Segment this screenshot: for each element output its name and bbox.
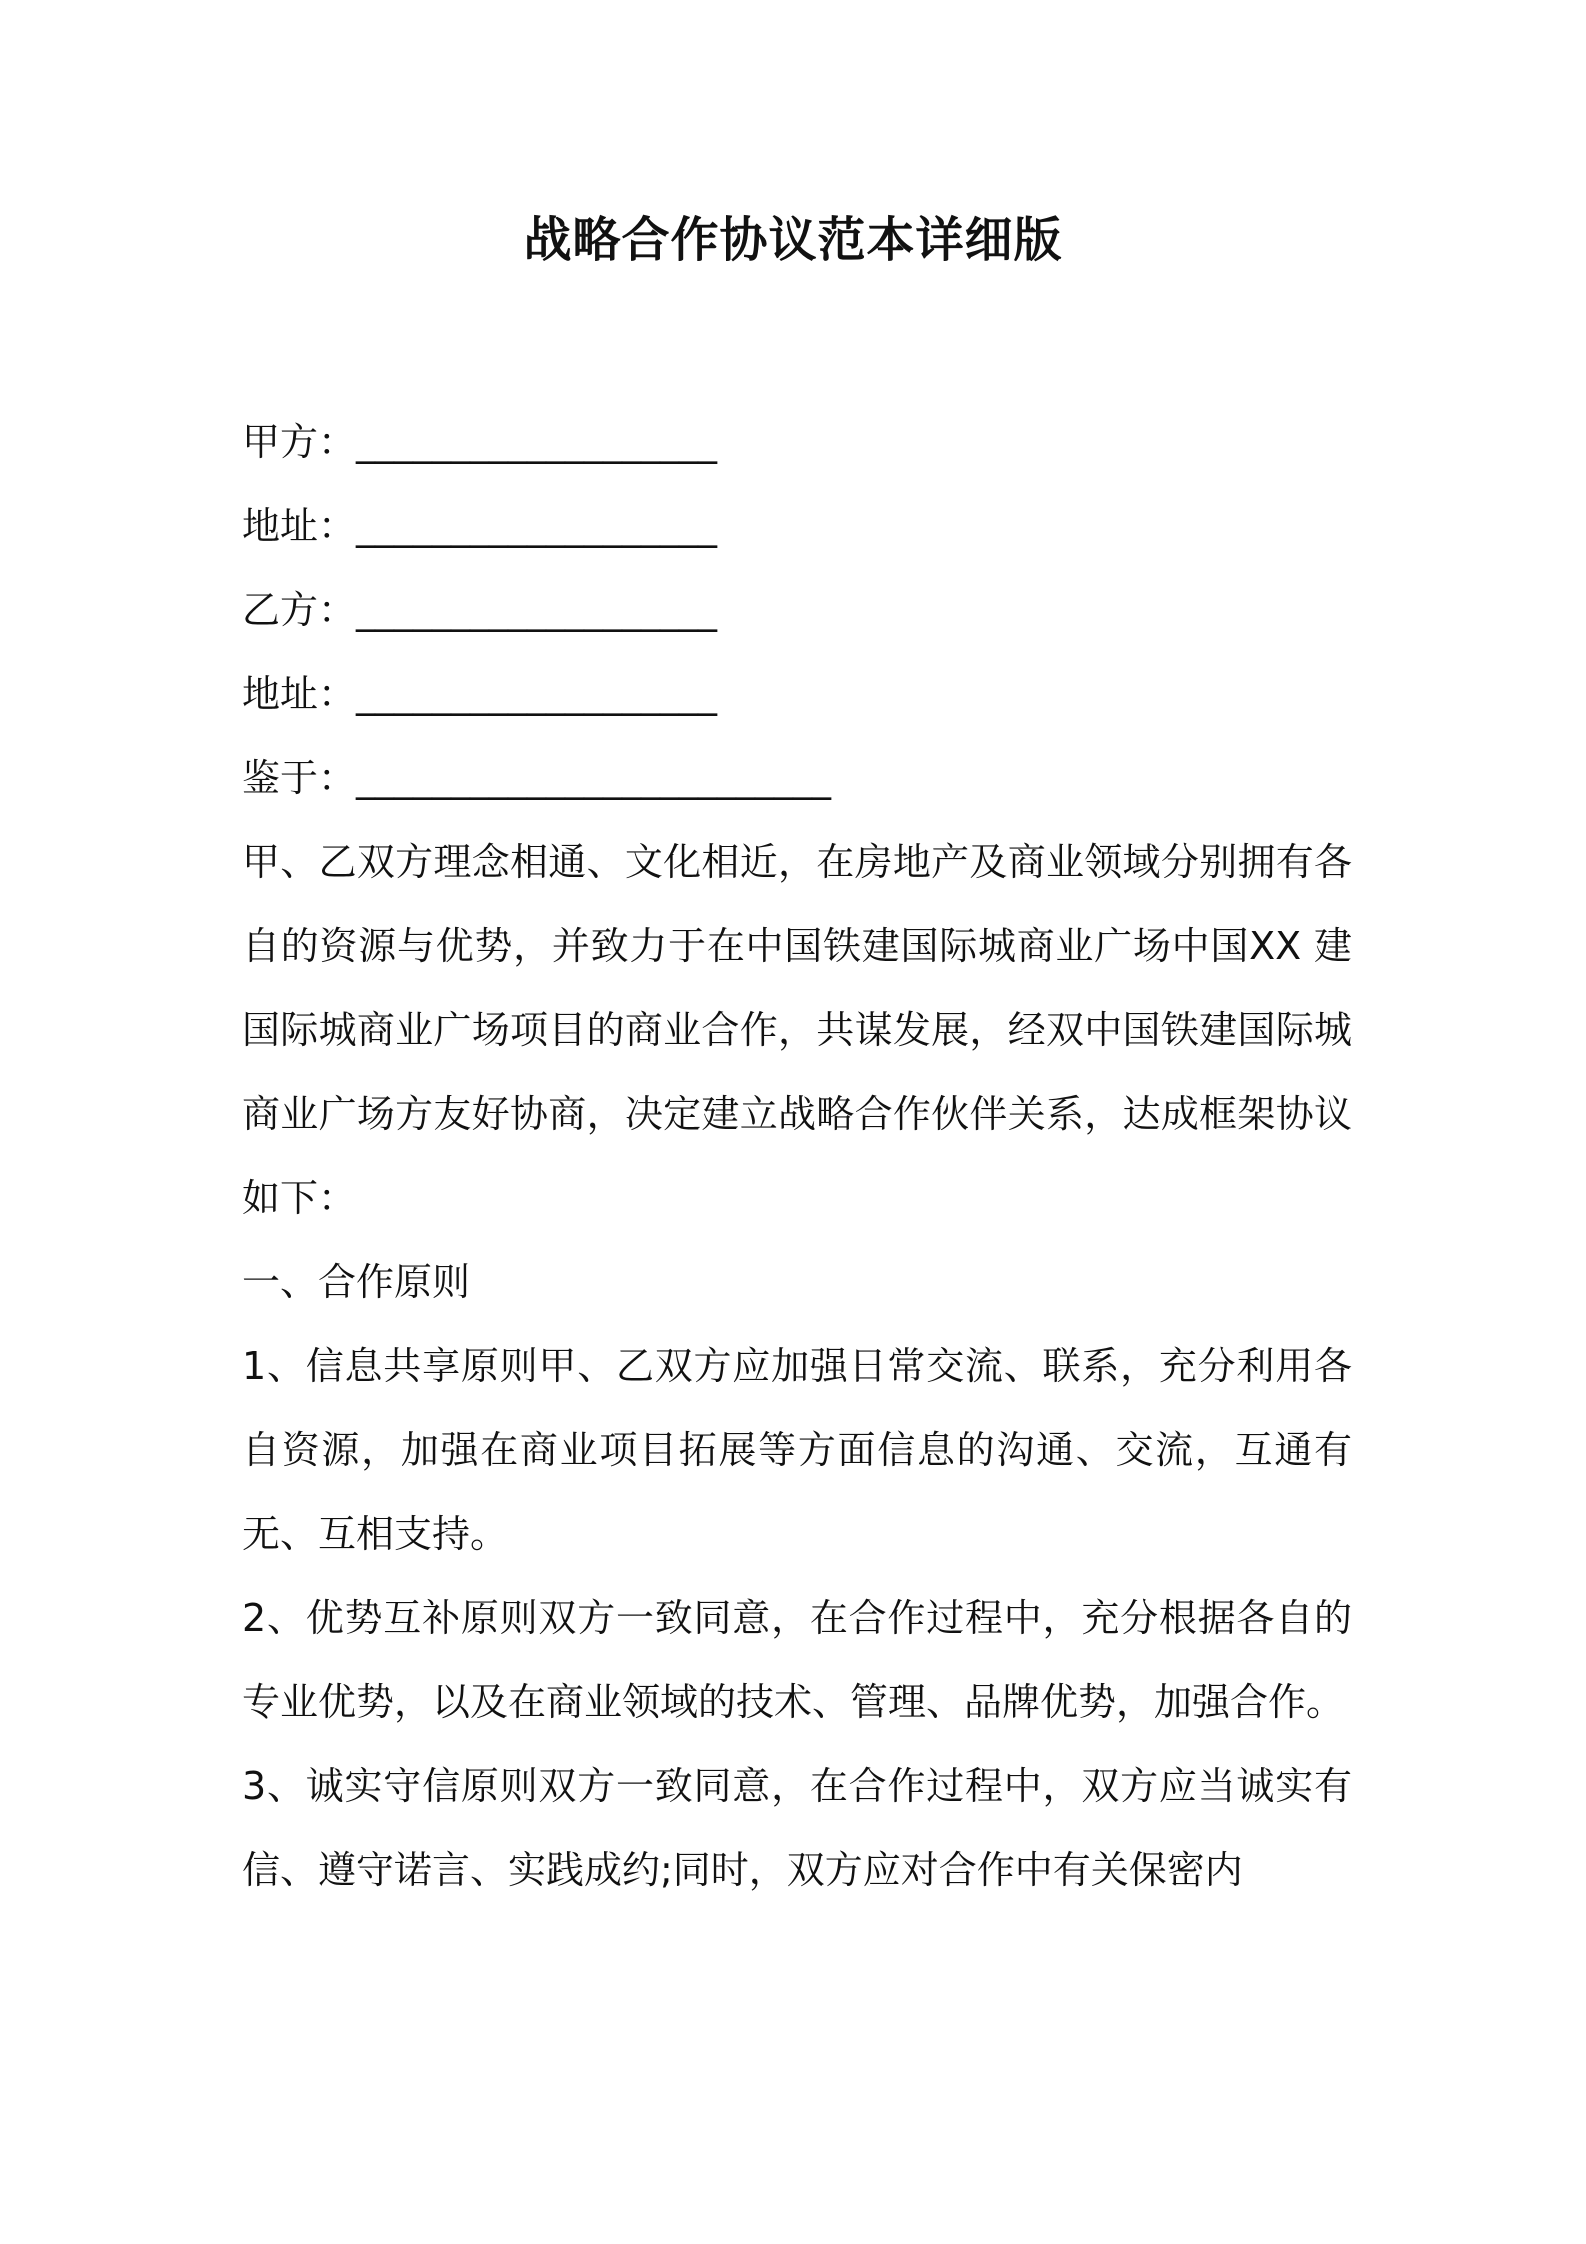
party-a-address-field <box>242 484 1352 568</box>
party-b-blank: ___________________ <box>356 588 718 632</box>
intro-paragraph: 甲、乙双方理念相通、文化相近，在房地产及商业领域分别拥有各自的资源与优势，并致力于在中国铁建国际城商业广场中国XX 建国际城商业广场项目的商业合作，共谋发展，经双中国铁建国际城商业广场方友好协商，决定建立战略合作伙伴关系，达成框架协议如下： <box>242 840 1352 1220</box>
clause-paragraph: 1、信息共享原则甲、乙双方应加强日常交流、联系，充分利用各自资源，加强在商业项目拓展等方面信息的沟通、交流，互通有无、互相支持。 <box>242 1344 1352 1556</box>
document-body <box>242 400 1352 1912</box>
whereas-blank: _________________________ <box>356 756 832 800</box>
section-heading: 一、合作原则 <box>242 1260 471 1304</box>
party-a-label: 甲方： <box>242 420 357 464</box>
party-b-label: 乙方： <box>242 588 357 632</box>
clause-paragraph: 2、优势互补原则双方一致同意，在合作过程中，充分根据各自的专业优势，以及在商业领域的技术、管理、品牌优势，加强合作。 <box>242 1596 1352 1724</box>
party-a-address-blank: ___________________ <box>356 504 718 548</box>
document-title: 战略合作协议范本详细版 <box>523 212 1063 268</box>
party-b-address-field <box>242 652 1352 736</box>
party-a-blank: ___________________ <box>356 420 718 464</box>
party-b-field <box>242 568 1352 652</box>
party-b-address-blank: ___________________ <box>356 672 718 716</box>
whereas-label: 鉴于： <box>242 756 357 800</box>
clause-paragraph: 3、诚实守信原则双方一致同意，在合作过程中，双方应当诚实有信、遵守诺言、实践成约;同时，双方应对合作中有关保密内 <box>242 1764 1352 1892</box>
party-a-field <box>242 400 1352 484</box>
party-b-address-label: 地址： <box>242 672 357 716</box>
party-a-address-label: 地址： <box>242 504 357 548</box>
whereas-field <box>242 736 1352 820</box>
